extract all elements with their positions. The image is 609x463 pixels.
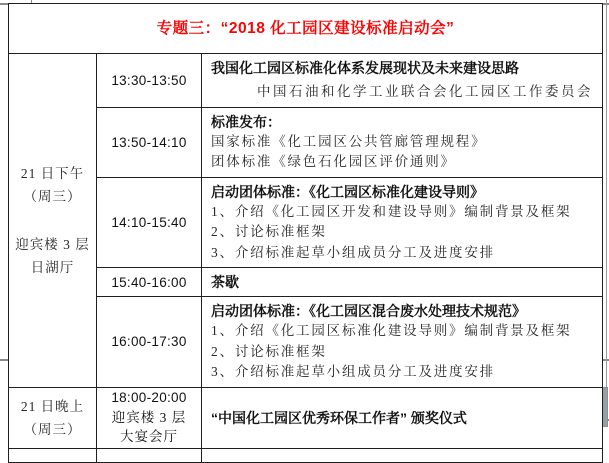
time-slot: 13:50-14:10 <box>97 107 202 177</box>
session-title-cell <box>9 4 603 54</box>
empty-cell <box>97 448 202 462</box>
date-text: 21 日晚上 <box>20 398 85 414</box>
session-item: 2、讨论标准框架 <box>211 343 327 359</box>
session-topic: 标准发布： <box>211 113 281 130</box>
time-slot: 18:00-20:00 <box>111 390 187 406</box>
weekday-text: （周三） <box>23 421 82 437</box>
time-slot: 15:40-16:00 <box>97 268 202 297</box>
session-cell-2 <box>202 107 603 177</box>
session-item: 国家标准《化工园区公共管廊管理规程》 <box>211 133 487 149</box>
session-cell-4 <box>202 268 603 297</box>
agenda-row-1 <box>9 54 603 108</box>
evening-time-venue-cell <box>97 387 202 448</box>
agenda-row-4 <box>9 268 603 297</box>
afternoon-date-venue-cell <box>9 54 97 388</box>
agenda-table <box>8 3 603 463</box>
session-topic: 茶歇 <box>211 274 239 290</box>
session-item: 1、介绍《化工园区标准化建设导则》编制背景及框架 <box>211 323 572 338</box>
session-cell-5 <box>202 297 603 388</box>
session-speaker: 中国石油和化学工业联合会化工园区工作委员会 <box>257 84 594 99</box>
time-slot: 13:30-13:50 <box>97 54 202 108</box>
agenda-row-2 <box>9 107 603 177</box>
empty-cell <box>9 448 97 462</box>
session-topic: 启动团体标准：《化工园区标准化建设导则》 <box>211 183 484 200</box>
evening-date-cell <box>9 387 97 448</box>
session-item: 3、介绍标准起草小组成员分工及进度安排 <box>211 364 495 379</box>
venue-building: 迎宾楼 3 层 <box>15 236 90 252</box>
session-cell-3 <box>202 177 603 268</box>
venue-hall: 日湖厅 <box>30 259 75 275</box>
session-item: 2、讨论标准框架 <box>211 224 327 239</box>
weekday-text: （周三） <box>23 188 82 204</box>
session-title: 专题三：“2018 化工园区建设标准启动会” <box>156 20 455 37</box>
session-item: 团体标准《绿色石化园区评价通则》 <box>211 154 456 169</box>
page-edge-line <box>606 0 607 427</box>
empty-cell <box>202 448 603 462</box>
venue-building: 迎宾楼 3 层 <box>111 409 187 425</box>
evening-event-cell <box>202 387 603 448</box>
next-row-sliver <box>9 448 603 462</box>
agenda-row-3 <box>9 177 603 268</box>
time-slot: 16:00-17:30 <box>97 297 202 388</box>
session-topic: 启动团体标准：《化工园区混合废水处理技术规范》 <box>211 303 526 319</box>
evening-row <box>9 387 603 448</box>
session-title-row <box>9 4 603 54</box>
session-topic: 我国化工园区标准化体系发展现状及未来建设思路 <box>211 60 519 76</box>
evening-event: “中国化工园区优秀环保工作者” 颁奖仪式 <box>211 409 467 426</box>
time-slot: 14:10-15:40 <box>97 177 202 268</box>
agenda-row-5 <box>9 297 603 388</box>
session-item: 3、介绍标准起草小组成员分工及进度安排 <box>211 244 495 260</box>
date-text: 21 日下午 <box>20 165 85 181</box>
venue-hall: 大宴会厅 <box>120 429 178 445</box>
session-item: 1、介绍《化工园区开发和建设导则》编制背景及框架 <box>211 203 572 219</box>
session-cell-1 <box>202 54 603 108</box>
